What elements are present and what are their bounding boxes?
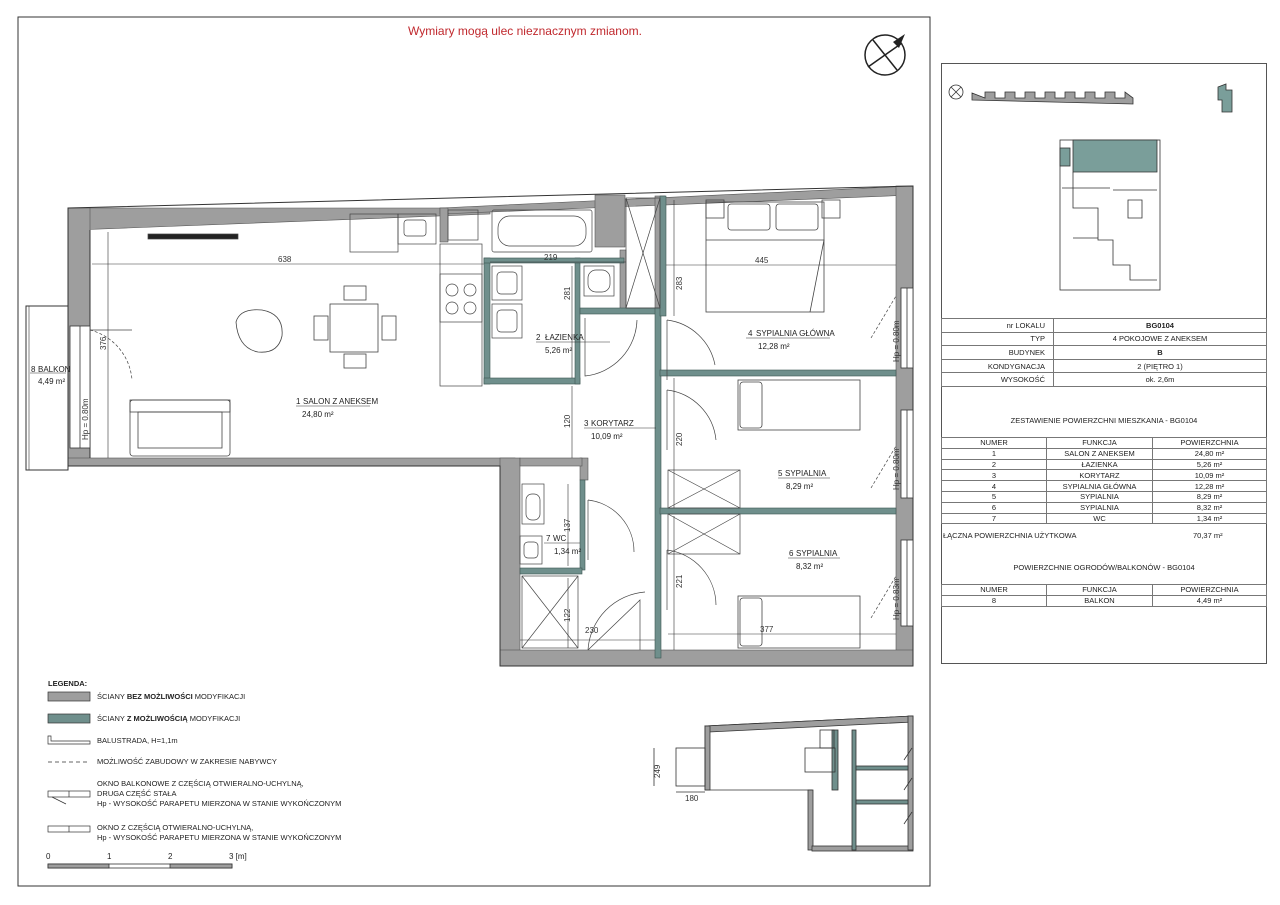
svg-text:SYPIALNIA: SYPIALNIA xyxy=(785,469,827,478)
total-area-row xyxy=(941,531,1267,542)
table-row xyxy=(942,502,1267,513)
dim-638: 638 xyxy=(278,255,292,264)
svg-text:SYPIALNIA GŁÓWNA: SYPIALNIA GŁÓWNA xyxy=(756,329,835,338)
svg-text:8,29 m²: 8,29 m² xyxy=(786,482,814,491)
room-label-6 xyxy=(788,549,840,571)
balconies-table xyxy=(941,584,1267,607)
mini-dim-249: 249 xyxy=(653,764,662,778)
cell: 10,09 m² xyxy=(1153,470,1267,481)
summary-table xyxy=(941,437,1267,524)
svg-text:12,28 m²: 12,28 m² xyxy=(758,342,790,351)
table-row xyxy=(942,448,1267,459)
legend-text-bold: BEZ MOŻLIWOŚCI xyxy=(126,692,193,701)
building: B xyxy=(1054,346,1267,360)
column-header: FUNKCJA xyxy=(1047,585,1153,596)
room-label-4 xyxy=(746,329,835,351)
dim-122: 122 xyxy=(563,608,572,622)
total-area-value: 70,37 m² xyxy=(1193,531,1223,540)
scale-label-0: 0 xyxy=(46,852,51,861)
legend-line: Hp - WYSOKOŚĆ PARAPETU MIERZONA W STANIE WYKOŃCZONYM xyxy=(97,799,342,808)
room-label-2 xyxy=(536,333,610,355)
cell: 7 xyxy=(942,513,1047,524)
info-row xyxy=(942,346,1267,360)
svg-text:ŁAZIENKA: ŁAZIENKA xyxy=(545,333,584,342)
room-label-3 xyxy=(584,419,656,441)
info-label: BUDYNEK xyxy=(942,346,1054,360)
table-header-row xyxy=(942,438,1267,449)
dim-281: 281 xyxy=(563,286,572,300)
info-label: nr LOKALU xyxy=(942,319,1054,333)
svg-text:2: 2 xyxy=(536,333,541,342)
cell: 8,32 m² xyxy=(1153,502,1267,513)
info-row xyxy=(942,373,1267,387)
svg-text:6: 6 xyxy=(789,549,794,558)
legend-line: Hp - WYSOKOŚĆ PARAPETU MIERZONA W STANIE WYKOŃCZONYM xyxy=(97,833,342,842)
table-row xyxy=(942,459,1267,470)
cell: 1 xyxy=(942,448,1047,459)
cell: 5 xyxy=(942,491,1047,502)
window-note-balcony: Hp = 0.80m xyxy=(81,398,90,440)
column-header: POWIERZCHNIA xyxy=(1153,438,1267,449)
window-note-bed4: Hp = 0.80m xyxy=(892,320,901,362)
room-label-5 xyxy=(778,469,830,491)
dimension-notice: Wymiary mogą ulec nieznacznym zmianom. xyxy=(408,24,642,38)
dim-219: 219 xyxy=(544,253,558,262)
scale-label-3: 3 [m] xyxy=(229,852,247,861)
legend-wall-modifiable xyxy=(97,714,240,724)
balconies-title: POWIERZCHNIE OGRODÓW/BALKONÓW - BG0104 xyxy=(1013,563,1195,572)
scale-label-1: 1 xyxy=(107,852,112,861)
svg-text:10,09 m²: 10,09 m² xyxy=(591,432,623,441)
cell: 6 xyxy=(942,502,1047,513)
table-row xyxy=(942,470,1267,481)
dimension-lines xyxy=(92,200,896,650)
table-row xyxy=(942,595,1267,606)
svg-text:SYPIALNIA: SYPIALNIA xyxy=(796,549,838,558)
cell: 12,28 m² xyxy=(1153,481,1267,492)
svg-text:1,34 m²: 1,34 m² xyxy=(554,547,582,556)
legend-text: ŚCIANY xyxy=(97,714,127,723)
cell: 8 xyxy=(942,595,1047,606)
info-label: TYP xyxy=(942,332,1054,346)
svg-text:5,26 m²: 5,26 m² xyxy=(545,346,573,355)
column-header: NUMER xyxy=(942,438,1047,449)
legend-line: DRUGA CZĘŚĆ STAŁA xyxy=(97,789,177,798)
total-area-label: ŁĄCZNA POWIERZCHNIA UŻYTKOWA xyxy=(943,531,1077,540)
legend-line: OKNO BALKONOWE Z CZĘŚCIĄ OTWIERALNO-UCHYLNĄ, xyxy=(97,779,304,788)
living-furniture xyxy=(130,286,396,456)
legend-text-bold: Z MOŻLIWOŚCIĄ xyxy=(126,714,188,723)
svg-text:3: 3 xyxy=(584,419,589,428)
svg-text:BALKON: BALKON xyxy=(38,365,71,374)
cell: ŁAZIENKA xyxy=(1047,459,1153,470)
legend-text: MODYFIKACJI xyxy=(187,714,241,723)
north-compass-icon xyxy=(865,34,905,75)
legend-symbols xyxy=(48,692,90,832)
svg-text:8,32 m²: 8,32 m² xyxy=(796,562,824,571)
window-note-bed5: Hp = 0.80m xyxy=(892,448,901,490)
column-header: POWIERZCHNIA xyxy=(1153,585,1267,596)
beds xyxy=(706,200,860,648)
dim-376: 376 xyxy=(99,336,108,350)
table-row xyxy=(942,481,1267,492)
dim-221: 221 xyxy=(675,574,684,588)
apartment-number: BG0104 xyxy=(1054,319,1267,333)
dim-230: 230 xyxy=(585,626,599,635)
kitchen xyxy=(148,210,482,386)
svg-text:24,80 m²: 24,80 m² xyxy=(302,410,334,419)
dim-220: 220 xyxy=(675,432,684,446)
svg-text:1: 1 xyxy=(296,397,301,406)
column-header: FUNKCJA xyxy=(1047,438,1153,449)
cell: KORYTARZ xyxy=(1047,470,1153,481)
legend-balustrade-symbol xyxy=(48,736,90,744)
table-row xyxy=(942,513,1267,524)
cell: 1,34 m² xyxy=(1153,513,1267,524)
scale-label-2: 2 xyxy=(168,852,173,861)
apartment-info-table xyxy=(941,318,1267,387)
window-note-bed6: Hp = 0.83m xyxy=(892,578,901,620)
cell: 8,29 m² xyxy=(1153,491,1267,502)
info-row xyxy=(942,332,1267,346)
svg-text:KORYTARZ: KORYTARZ xyxy=(591,419,634,428)
cell: WC xyxy=(1047,513,1153,524)
legend-title: LEGENDA: xyxy=(48,679,88,688)
info-label: KONDYGNACJA xyxy=(942,359,1054,373)
cell: SALON Z ANEKSEM xyxy=(1047,448,1153,459)
legend-balustrade: BALUSTRADA, H=1,1m xyxy=(97,736,178,745)
svg-text:SALON Z ANEKSEM: SALON Z ANEKSEM xyxy=(303,397,379,406)
cell: SYPIALNIA GŁÓWNA xyxy=(1047,481,1153,492)
scale-bar xyxy=(48,864,232,868)
svg-text:5: 5 xyxy=(778,469,783,478)
cell: SYPIALNIA xyxy=(1047,491,1153,502)
svg-text:4: 4 xyxy=(748,329,753,338)
legend-line: OKNO Z CZĘŚCIĄ OTWIERALNO-UCHYLNĄ, xyxy=(97,823,254,832)
dim-283: 283 xyxy=(675,276,684,290)
table-row xyxy=(942,491,1267,502)
legend-buildup: MOŻLIWOŚĆ ZABUDOWY W ZAKRESIE NABYWCY xyxy=(97,757,277,766)
legend-text: ŚCIANY xyxy=(97,692,127,701)
cell: 24,80 m² xyxy=(1153,448,1267,459)
dim-445: 445 xyxy=(755,256,769,265)
legend-text: MODYFIKACJI xyxy=(192,692,246,701)
cell: 4 xyxy=(942,481,1047,492)
summary-title: ZESTAWIENIE POWIERZCHNI MIESZKANIA - BG0104 xyxy=(1010,416,1198,425)
dim-377: 377 xyxy=(760,625,774,634)
balcony xyxy=(26,306,68,470)
cell: 4,49 m² xyxy=(1153,595,1267,606)
cell: 2 xyxy=(942,459,1047,470)
cell: BALKON xyxy=(1047,595,1153,606)
svg-text:7: 7 xyxy=(546,534,551,543)
info-row xyxy=(942,319,1267,333)
legend-wall-fixed-swatch xyxy=(48,692,90,701)
svg-text:4,49 m²: 4,49 m² xyxy=(38,377,66,386)
table-header-row xyxy=(942,585,1267,596)
mini-dim-180: 180 xyxy=(685,794,699,803)
cell: 5,26 m² xyxy=(1153,459,1267,470)
dim-120: 120 xyxy=(563,414,572,428)
room-label-7 xyxy=(544,534,581,556)
column-header: NUMER xyxy=(942,585,1047,596)
legend-wall-fixed xyxy=(97,692,245,702)
cell: 3 xyxy=(942,470,1047,481)
svg-text:WC: WC xyxy=(553,534,567,543)
room-height: ok. 2,6m xyxy=(1054,373,1267,387)
apartment-type: 4 POKOJOWE Z ANEKSEM xyxy=(1054,332,1267,346)
cell: SYPIALNIA xyxy=(1047,502,1153,513)
dim-137: 137 xyxy=(563,518,572,532)
legend-wall-mod-swatch xyxy=(48,714,90,723)
legend-balcony-window xyxy=(97,779,341,809)
floor-level: 2 (PIĘTRO 1) xyxy=(1054,359,1267,373)
svg-text:8: 8 xyxy=(31,365,36,374)
mini-plan xyxy=(654,716,913,851)
info-row xyxy=(942,359,1267,373)
windows xyxy=(70,288,913,626)
info-label: WYSOKOŚĆ xyxy=(942,373,1054,387)
legend-window xyxy=(97,823,341,843)
room-label-1 xyxy=(296,397,378,419)
